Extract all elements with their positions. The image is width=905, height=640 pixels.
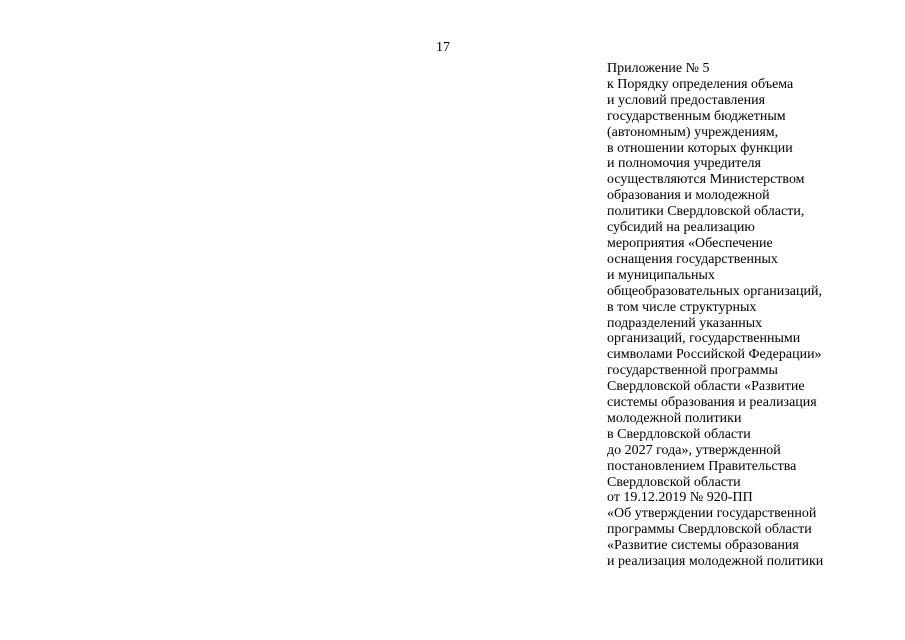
appendix-line: и муниципальных <box>607 267 715 283</box>
appendix-line: (автономным) учреждениям, <box>607 124 779 140</box>
appendix-line: программы Свердловской области <box>607 522 812 538</box>
appendix-line: подразделений указанных <box>607 315 763 331</box>
appendix-line: общеобразовательных организаций, <box>607 283 822 299</box>
appendix-line: организаций, государственными <box>607 331 801 347</box>
appendix-line: государственным бюджетным <box>607 108 786 124</box>
appendix-line: постановлением Правительства <box>607 458 797 474</box>
appendix-line: символами Российской Федерации» <box>607 347 822 363</box>
appendix-line: и полномочия учредителя <box>607 156 761 172</box>
appendix-line: политики Свердловской области, <box>607 204 805 220</box>
appendix-line: до 2027 года», утвержденной <box>607 442 781 458</box>
appendix-line: в том числе структурных <box>607 299 757 315</box>
appendix-line: молодежной политики <box>607 410 742 426</box>
appendix-line: Свердловской области <box>607 474 741 490</box>
appendix-line: государственной программы <box>607 363 778 379</box>
appendix-line: «Об утверждении государственной <box>607 506 817 522</box>
appendix-line: осуществляются Министерством <box>607 172 805 188</box>
appendix-line: субсидий на реализацию <box>607 220 755 236</box>
appendix-line: к Порядку определения объема <box>607 76 794 92</box>
appendix-line: в Свердловской области <box>607 426 751 442</box>
appendix-line: Приложение № 5 <box>607 61 710 76</box>
appendix-line: образования и молодежной <box>607 188 770 204</box>
appendix-heading-block <box>607 61 899 570</box>
appendix-line: оснащения государственных <box>607 251 778 267</box>
appendix-line: и условий предоставления <box>607 92 766 108</box>
appendix-line: «Развитие системы образования <box>607 538 799 554</box>
page-number: 17 <box>436 40 450 55</box>
appendix-line: и реализация молодежной политики <box>607 554 824 570</box>
appendix-line: от 19.12.2019 № 920-ПП <box>607 490 753 506</box>
appendix-line: Свердловской области «Развитие <box>607 379 805 395</box>
appendix-line: системы образования и реализация <box>607 395 817 411</box>
appendix-line: в отношении которых функции <box>607 140 793 156</box>
appendix-line: мероприятия «Обеспечение <box>607 235 773 251</box>
